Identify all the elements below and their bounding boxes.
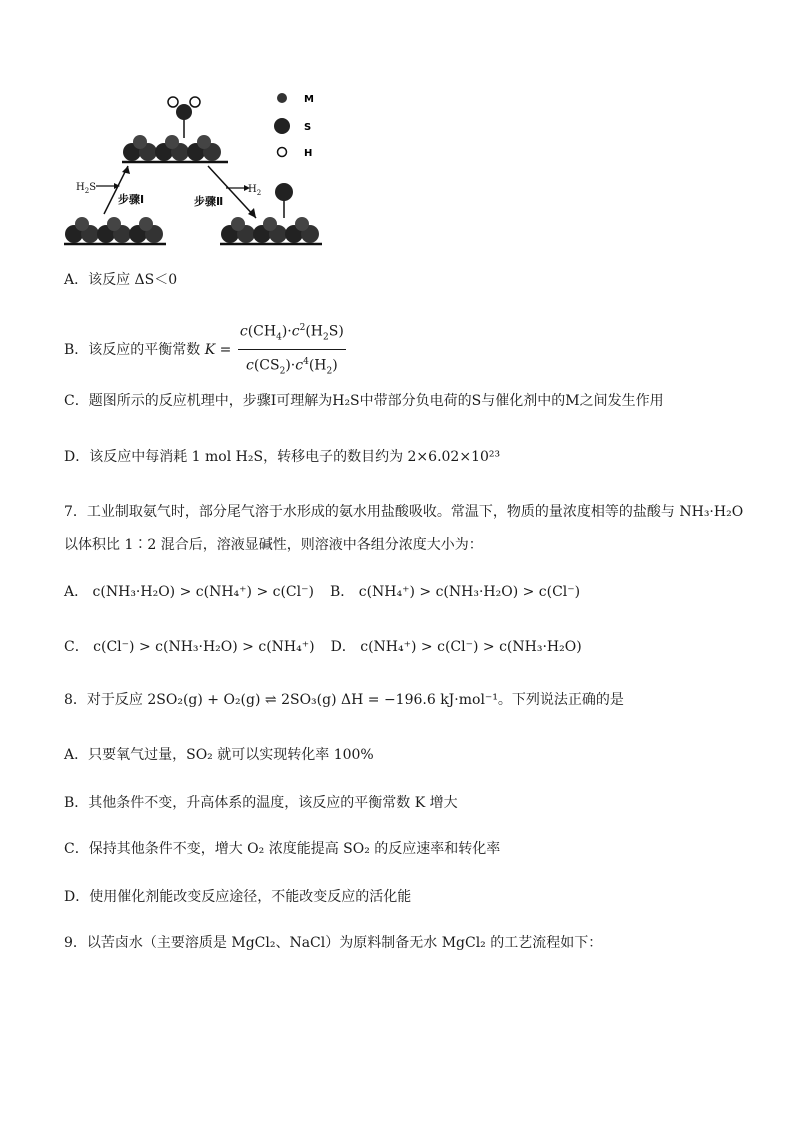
- legend-m-label: M: [304, 94, 314, 105]
- equilibrium-constant-fraction: $\frac{c(CH_4)\cdot c^2(H_2S)}{c(CS_2)\cdot c^4(H_2)}$: [238, 318, 346, 382]
- product-label: $H_2$: [248, 184, 262, 197]
- legend-m-symbol: [277, 93, 287, 103]
- catalyst-surface-right: [220, 183, 322, 244]
- q6-option-b-prefix: B．该反应的平衡常数: [64, 341, 205, 358]
- q7-option-d: D． c(NH₄⁺) > c(Cl⁻) > c(NH₃·H₂O): [330, 639, 582, 655]
- q6-option-b: [64, 318, 348, 382]
- legend-s-label: S: [304, 122, 312, 133]
- step1-arrow: [96, 166, 130, 214]
- legend: [274, 93, 314, 159]
- q6-option-c: C．题图所示的反应机理中，步骤Ⅰ可理解为H₂S中带部分负电荷的S与催化剂中的M之间发生作用: [64, 393, 664, 409]
- q7-option-b: B． c(NH₄⁺) > c(NH₃·H₂O) > c(Cl⁻): [329, 584, 581, 600]
- q7-option-a: A． c(NH₃·H₂O) > c(NH₄⁺) > c(Cl⁻): [64, 584, 314, 600]
- q6-option-a: A．该反应 ΔS＜0: [64, 272, 178, 288]
- q8-option-d: D．使用催化剂能改变反应途径，不能改变反应的活化能: [64, 889, 412, 905]
- q8-option-c: C．保持其他条件不变，增大 O₂ 浓度能提高 SO₂ 的反应速率和转化率: [64, 841, 501, 857]
- equilibrium-constant-symbol: K: [204, 341, 216, 358]
- q7-options-row2: [64, 637, 582, 657]
- q6-option-d: D．该反应中每消耗 1 mol H₂S，转移电子的数目约为 2×6.02×10²³: [64, 449, 501, 465]
- legend-s-symbol: [274, 118, 290, 134]
- legend-h-label: H: [304, 148, 313, 159]
- q7-stem-line2: 以体积比 1∶2 混合后，溶液显碱性，则溶液中各组分浓度大小为：: [64, 537, 483, 553]
- catalyst-surface-middle: [122, 97, 228, 162]
- equals-sign: =: [215, 341, 236, 358]
- q8-option-a: A．只要氧气过量，SO₂ 就可以实现转化率 100%: [64, 747, 374, 763]
- legend-h-symbol: [278, 148, 287, 157]
- q7-options-row1: [64, 582, 580, 602]
- reactant-label: $H_2S$: [76, 182, 97, 195]
- catalyst-surface-left: [64, 217, 166, 244]
- reaction-mechanism-figure: [60, 88, 350, 250]
- step1-label: 步骤Ⅰ: [118, 193, 145, 206]
- q8-option-b: B．其他条件不变，升高体系的温度，该反应的平衡常数 K 增大: [64, 795, 458, 811]
- q9-stem: 9．以苦卤水（主要溶质是 MgCl₂、NaCl）为原料制备无水 MgCl₂ 的工艺流程如下：: [64, 935, 603, 951]
- q8-stem: 8．对于反应 2SO₂(g) + O₂(g) ⇌ 2SO₃(g) ΔH = −196.6 kJ·mol⁻¹。下列说法正确的是: [64, 692, 624, 708]
- q7-option-c: C． c(Cl⁻) > c(NH₃·H₂O) > c(NH₄⁺): [64, 639, 315, 655]
- step2-label: 步骤Ⅱ: [194, 195, 224, 208]
- q7-stem-line1: 7．工业制取氨气时，部分尾气溶于水形成的氨水用盐酸吸收。常温下，物质的量浓度相等的盐酸与 NH₃·H₂O: [64, 504, 744, 520]
